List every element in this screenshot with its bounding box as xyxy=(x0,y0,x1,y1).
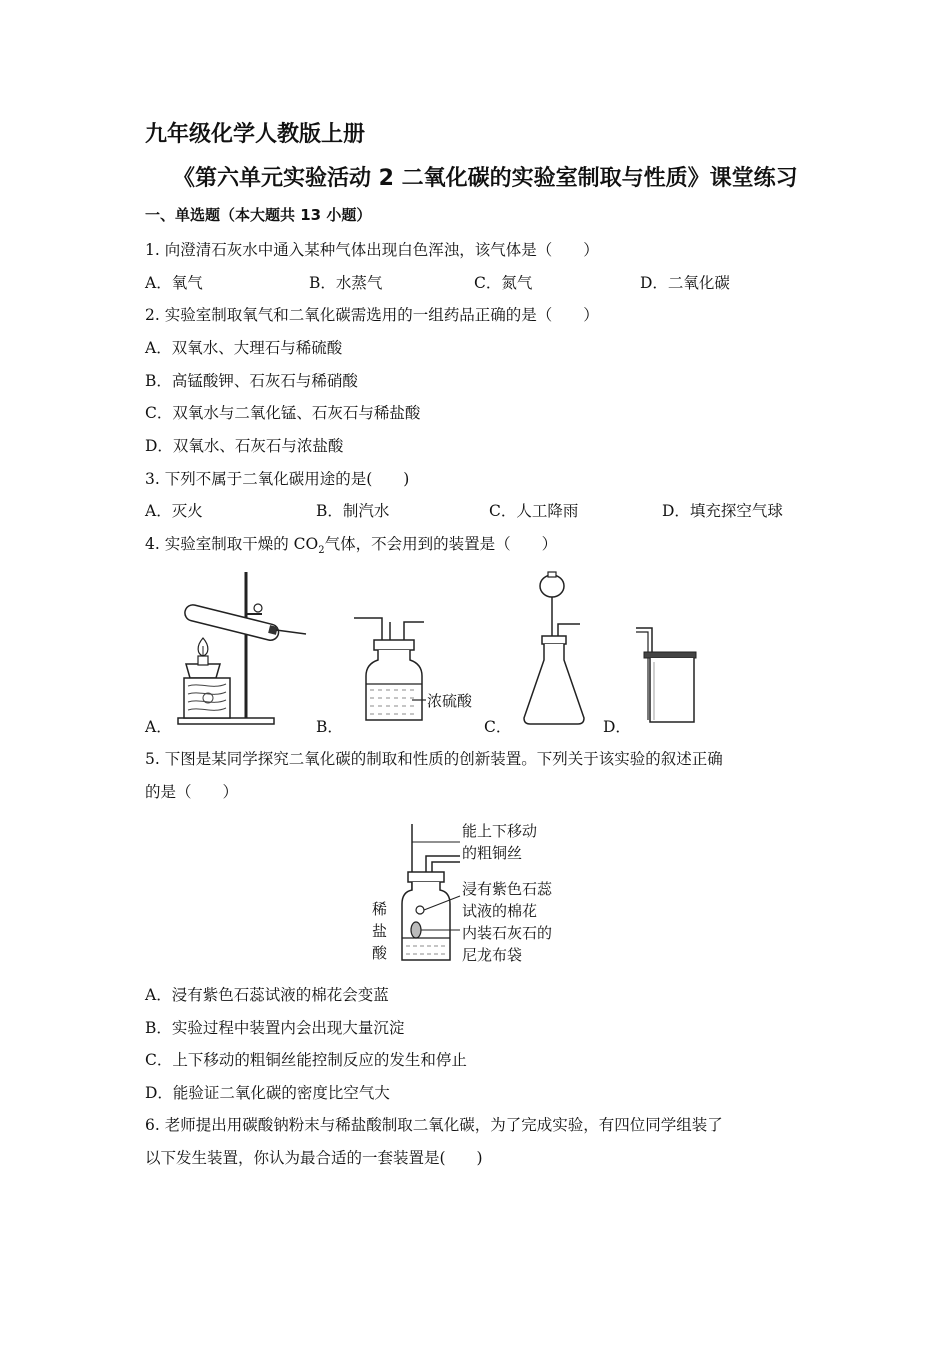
question-1-option-c: C．氮气 xyxy=(474,274,533,292)
apparatus-b-drying-bottle-figure xyxy=(350,612,480,728)
apparatus-c-flask-funnel-figure xyxy=(520,572,600,728)
wire-label-line1: 能上下移动 xyxy=(462,822,538,840)
question-3-option-d: D．填充探空气球 xyxy=(662,502,783,520)
question-4-stem: 4. 实验室制取干燥的 $CO_2$气体，不会用到的装置是（ ） xyxy=(145,535,558,557)
question-5-option-d: D．能验证二氧化碳的密度比空气大 xyxy=(145,1084,390,1102)
question-1-option-d: D．二氧化碳 xyxy=(640,274,730,292)
question-3-option-c: C．人工降雨 xyxy=(489,502,579,520)
question-2-option-d: D．双氧水、石灰石与浓盐酸 xyxy=(145,437,344,455)
question-1-option-b: B．水蒸气 xyxy=(309,274,383,292)
question-2-option-c: C．双氧水与二氧化锰、石灰石与稀盐酸 xyxy=(145,404,421,422)
cotton-label-line1: 浸有紫色石蕊 xyxy=(462,880,553,898)
figure-label-a: A． xyxy=(145,718,172,736)
sulfuric-acid-label: 浓硫酸 xyxy=(427,692,473,710)
doc-subtitle: 《第六单元实验活动 2 二氧化碳的实验室制取与性质》课堂练习 xyxy=(173,166,798,191)
question-5-option-a: A．浸有紫色石蕊试液的棉花会变蓝 xyxy=(145,986,389,1004)
question-5-stem-line1: 5. 下图是某同学探究二氧化碳的制取和性质的创新装置。下列关于该实验的叙述正确 xyxy=(145,750,723,768)
bag-label-line1: 内装石灰石的 xyxy=(462,924,553,942)
question-3-option-b: B．制汽水 xyxy=(316,502,390,520)
bag-label-line2: 尼龙布袋 xyxy=(462,946,523,964)
question-6-stem-line1: 6. 老师提出用碳酸钠粉末与稀盐酸制取二氧化碳，为了完成实验，有四位同学组装了 xyxy=(145,1116,723,1134)
question-6-stem-line2: 以下发生装置，你认为最合适的一套装置是( ) xyxy=(145,1149,483,1167)
question-1-option-a: A．氧气 xyxy=(145,274,203,292)
co2-innovative-apparatus-figure xyxy=(368,818,588,970)
figure-label-d: D． xyxy=(603,718,631,736)
question-2-option-b: B．高锰酸钾、石灰石与稀硝酸 xyxy=(145,372,358,390)
question-3-option-a: A．灭火 xyxy=(145,502,203,520)
figure-label-c: C． xyxy=(484,718,512,736)
apparatus-a-heating-figure xyxy=(170,568,315,728)
acid-label-char3: 酸 xyxy=(372,944,388,962)
figure-label-b: B． xyxy=(316,718,343,736)
question-2-stem: 2. 实验室制取氧气和二氧化碳需选用的一组药品正确的是（ ） xyxy=(145,306,599,324)
doc-title: 九年级化学人教版上册 xyxy=(145,122,366,147)
question-2-option-a: A．双氧水、大理石与稀硫酸 xyxy=(145,339,343,357)
wire-label-line2: 的粗铜丝 xyxy=(462,844,523,862)
apparatus-d-collecting-bottle-figure xyxy=(632,622,702,728)
question-5-stem-line2: 的是（ ） xyxy=(145,783,239,801)
question-5-option-c: C．上下移动的粗铜丝能控制反应的发生和停止 xyxy=(145,1051,467,1069)
question-3-stem: 3. 下列不属于二氧化碳用途的是( ) xyxy=(145,470,410,488)
question-1-stem: 1. 向澄清石灰水中通入某种气体出现白色浑浊，该气体是（ ） xyxy=(145,241,599,259)
question-5-option-b: B．实验过程中装置内会出现大量沉淀 xyxy=(145,1019,405,1037)
cotton-label-line2: 试液的棉花 xyxy=(462,902,538,920)
acid-label-char2: 盐 xyxy=(372,922,388,940)
acid-label-char1: 稀 xyxy=(372,900,388,918)
section-heading: 一、单选题（本大题共 13 小题） xyxy=(145,206,372,224)
